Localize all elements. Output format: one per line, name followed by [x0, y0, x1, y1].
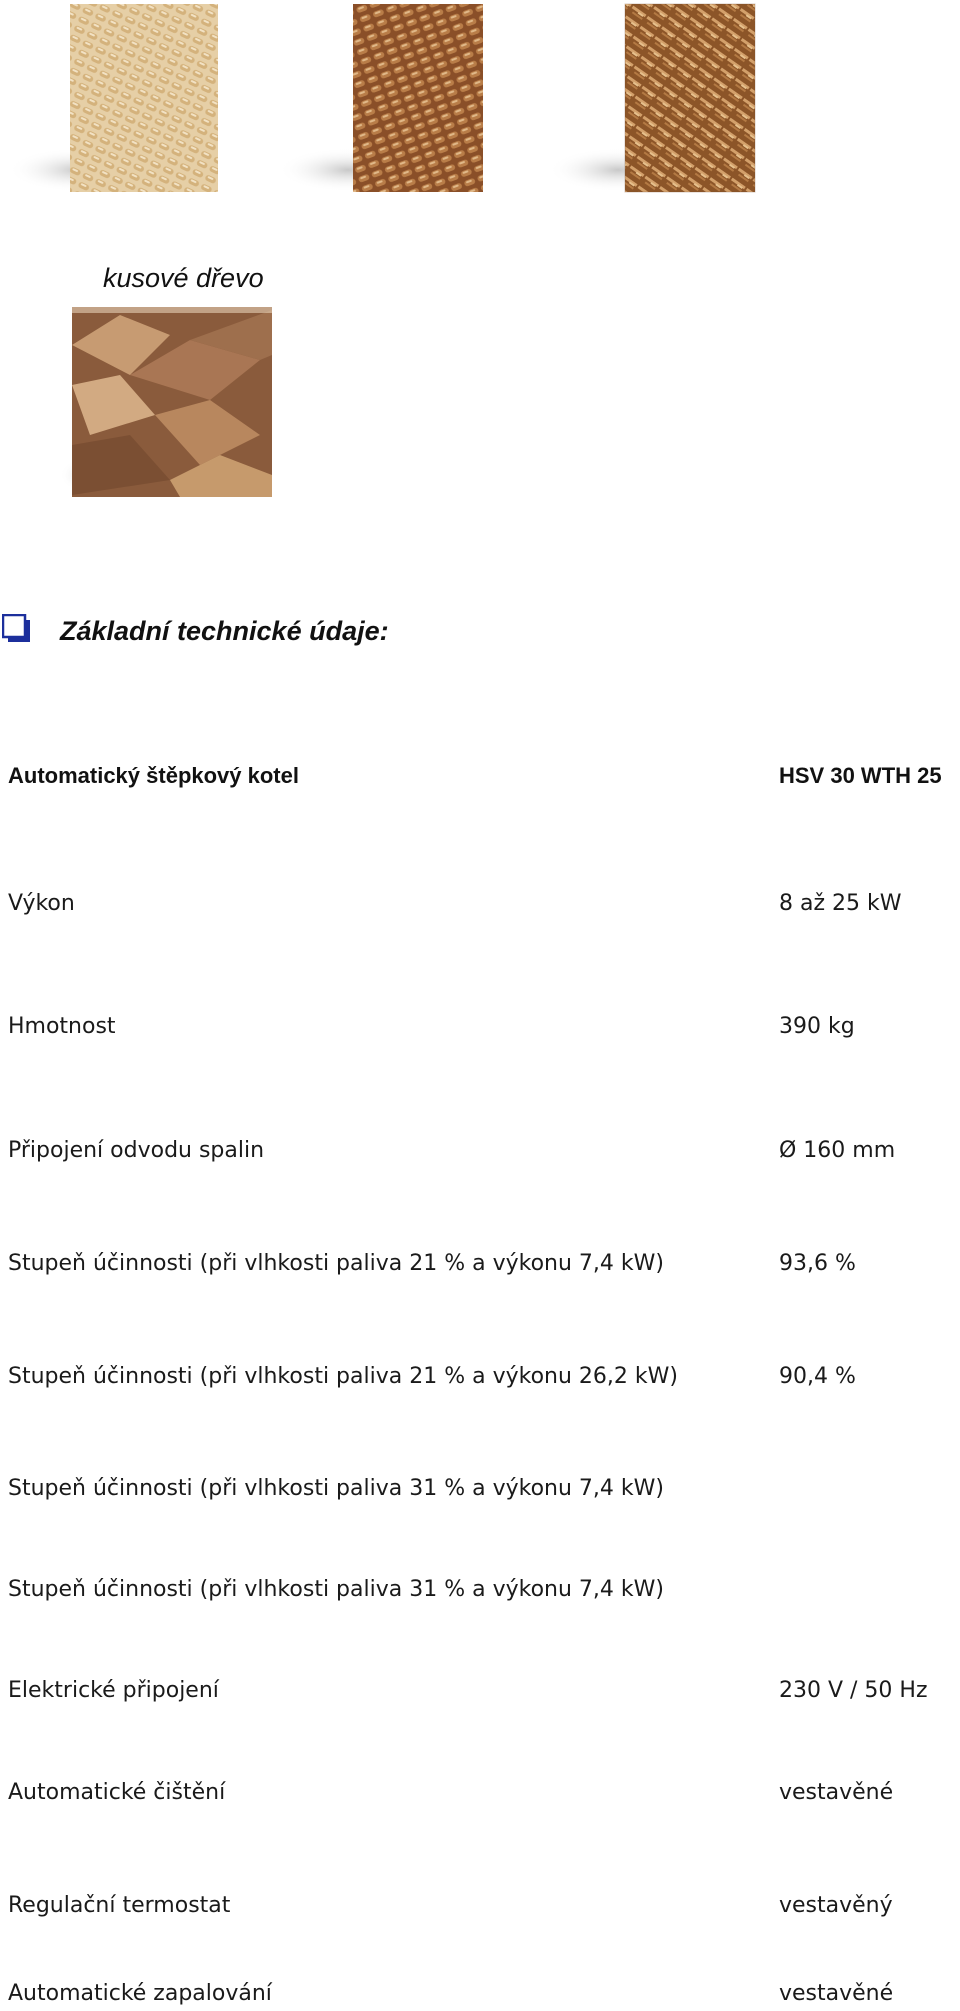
wood-chips-image — [548, 2, 760, 198]
spec-row-label: Hmotnost — [8, 1014, 116, 1039]
spec-row-label: Výkon — [8, 891, 75, 916]
spec-row-value: Ø 160 mm — [779, 1138, 896, 1163]
spec-row-value: 93,6 % — [779, 1251, 856, 1276]
spec-row-label: Automatické čištění — [8, 1780, 226, 1805]
checkbox-icon — [2, 614, 32, 644]
spec-row-label: Regulační termostat — [8, 1893, 231, 1918]
wood-pellets-light-image — [8, 2, 220, 198]
spec-row-value: 390 kg — [779, 1014, 855, 1039]
spec-row-label: Stupeň účinnosti (při vlhkosti paliva 31 % a výkonu 7,4 kW) — [8, 1476, 664, 1501]
spec-row-value: vestavěné — [779, 1780, 894, 1805]
wood-pellets-dark-image — [278, 2, 490, 198]
spec-row-label: Stupeň účinnosti (při vlhkosti paliva 31 % a výkonu 7,4 kW) — [8, 1577, 664, 1602]
spec-row-label: Automatické zapalování — [8, 1981, 272, 2006]
spec-header-label: Automatický štěpkový kotel — [8, 763, 299, 788]
spec-row-label: Stupeň účinnosti (při vlhkosti paliva 21 % a výkonu 7,4 kW) — [8, 1251, 664, 1276]
spec-row-value: 90,4 % — [779, 1364, 856, 1389]
spec-header-value: HSV 30 WTH 25 — [779, 763, 942, 788]
spec-row-label: Stupeň účinnosti (při vlhkosti paliva 21 % a výkonu 26,2 kW) — [8, 1364, 678, 1389]
section-title: Základní technické údaje: — [60, 616, 389, 646]
spec-row-value: 8 až 25 kW — [779, 891, 902, 916]
spec-row-value: 230 V / 50 Hz — [779, 1678, 928, 1703]
spec-row-value: vestavěný — [779, 1893, 893, 1918]
firewood-image — [60, 305, 272, 501]
spec-row-value: vestavěné — [779, 1981, 894, 2006]
firewood-caption: kusové dřevo — [103, 263, 264, 293]
spec-row-label: Připojení odvodu spalin — [8, 1138, 265, 1163]
spec-row-label: Elektrické připojení — [8, 1678, 219, 1703]
